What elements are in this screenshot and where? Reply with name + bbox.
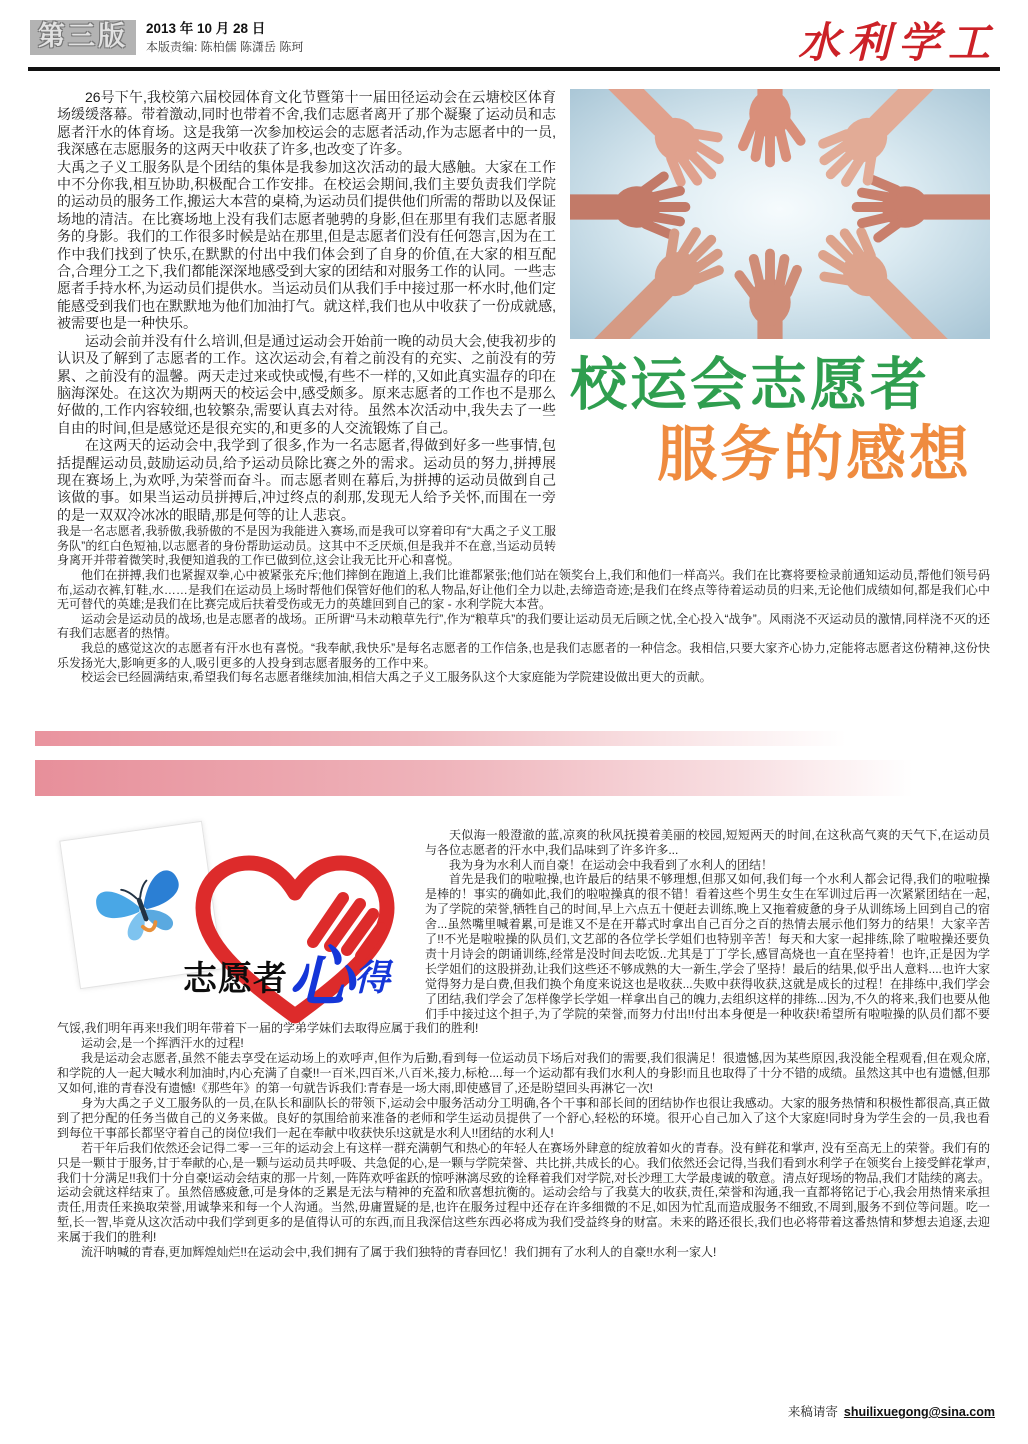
logo-text <box>183 924 390 1019</box>
headline-line-1: 校运会志愿者 <box>570 353 930 417</box>
issue-date: 2013 年 10 月 28 日 <box>146 21 266 36</box>
article-2 <box>57 828 990 1260</box>
article-paragraph: 他们在拼搏,我们也紧握双拳,心中被紧张充斥;他们摔倒在跑道上,我们比谁都紧张;他们站在领奖台上,我们和他们一样高兴。我们在比赛将要检录前通知运动员,帮他们领号码布,运动衣裤,钉鞋,水……是我们在运动员上场时帮他们保管好他们的私人物品,好让他们全力以赴,去缔造奇迹;是我们在终点等待着运动员的归来,无论他们成绩如何,都是我们心中无可替代的英雄;是我们在比赛完成后扶着受伤或无力的英雄回到自己的家 - 水利学院大本营。 <box>57 567 990 612</box>
article-paragraph: 首先是我们的啦啦操,也许最后的结果不够理想,但那又如何,我们每一个水利人都会记得,我们的啦啦操是棒的！事实的确如此,我们的啦啦操真的很不错！看着这些个男生女生在军训过后再一次紧紧团结在一起,为了学院的荣誉,牺牲自己的时间,早上六点五十便赶去训练,晚上又拖着疲惫的身子从训练场上回到自己的宿舍...虽然嘴里喊着累,可是谁又不是在开幕式时拿出自己百分之百的热情去展示他们努力的结果！大家辛苦了!!不光是啦啦操的队员们,文艺部的各位学长学姐们也特别辛苦！每天和大家一起排练,除了啦啦操还要负责十月诗会的朗诵训练,经常是没时间去吃饭..尤其是丁丁学长,感冒高烧也一直在坚持着！也许,正是因为学长学姐们的这股拼劲,让我们这些还不够成熟的大一新生,学会了坚持！最后的结果,似乎出人意料....也许大家觉得努力是白费,但我们换个角度来说这也是收获...失败中获得收获,这就是成长的过程！在排练中,我们学会了团结,我们学会了怎样像学长学姐一样拿出自己的魄力,去组织这样的排练...因为,不久的将来,我们也要从他们手中接过这个担子,为了学院的荣誉,而努力付出!!付出本身便是一种收获!希望所有啦啦操的队员们都不要气馁,我们明年再来!!我们明年带着下一届的学弟学妹们去取得应属于我们的胜利! <box>57 872 990 1036</box>
page-header <box>0 0 1028 67</box>
article-paragraph: 运动会,是一个挥洒汗水的过程! <box>81 1036 244 1051</box>
header-left <box>30 20 303 55</box>
submission-email-link[interactable]: shuilixuegong@sina.com <box>843 1405 995 1419</box>
header-meta <box>146 20 303 55</box>
logo-text-volunteer: 志愿者 <box>183 959 288 998</box>
logo-text-de: 得 <box>354 956 391 998</box>
masthead-title: 水利学工 <box>797 18 998 67</box>
article-paragraph: 我是一名志愿者,我骄傲,我骄傲的不是因为我能进入赛场,而是我可以穿着印有“大禹之子义工服务队”的红白色短袖,以志愿者的身份帮助运动员。这其中不乏厌烦,但是我并不在意,当运动员转身离开并带着微笑时,我便知道我的工作已做到位,这会让我无比开心和喜悦。 <box>57 524 556 568</box>
page-footer <box>788 1402 995 1420</box>
article-paragraph: 若干年后我们依然还会记得二零一三年的运动会上有这样一群充满朝气和热心的年轻人在赛场外肆意的绽放着如火的青春。没有鲜花和掌声, 没有至高无上的荣誉。我们有的只是一颗甘于服务,甘于奉献的心,是一颗与运动员共呼吸、共急促的心,是一颗与学院荣誉、共比拼,共成长的心。我们依然还会记得,当我们看到水利学子在领奖台上接受鲜花掌声,我们十分满足!!我们十分自豪!运动会结束的那一片刻,一阵阵欢呼雀跃的惊呼淋漓尽致的诠释着我们对学院,对长沙理工大学最虔诚的敬意。清点好现场的物品,我们才陆续的离去。运动会就这样结束了。虽然倍感疲惫,可是身体的乏累是无法与精神的充盈和欣喜想抗衡的。运动会给与了我莫大的收获,责任,荣誉和沟通,我一直都将铭记于心,我会用热情来承担责任,用责任来换取荣誉,用诚挚来和每一个人沟通。当然,毋庸置疑的是,也许在服务过程中还存在许多细微的不足,如因为忙乱而造成服务不细致,不周到,服务不到位等问题。吃一堑,长一智,毕竟从这次活动中我们学到更多的是值得认可的东西,而且我深信这些东西必将成为我们受益终身的财富。未来的路还很长,我们也必将带着这番热情和梦想去追逐,去迎来属于我们的胜利! <box>57 1140 990 1245</box>
article-paragraph: 我总的感觉这次的志愿者有汗水也有喜悦。“我奉献,我快乐”是每名志愿者的工作信条,也是我们志愿者的一种信念。我相信,只要大家齐心协力,定能将志愿者这份精神,这份快乐发扬光大,影响更多的人,吸引更多的人投身到志愿者服务的工作中来。 <box>57 640 990 670</box>
section-divider <box>0 731 1028 796</box>
article-paragraph: 我是运动会志愿者,虽然不能去享受在运动场上的欢呼声,但作为后勤,看到每一位运动员下场后对我们的需要,我们很满足！很遗憾,因为某些原因,我没能全程观看,但在观众席,和学院的人一起大喊水利加油时,内心充满了自豪!!一百米,四百米,八百米,接力,标枪....每一个运动都有我们水利人的身影!而且也取得了十分不错的成绩。虽然这其中也有遗憾,但那又如何,谁的青春没有遗憾!《那些年》的第一句就告诉我们:青春是一场大雨,即使感冒了,还是盼望回头再淋它一次! <box>57 1051 990 1096</box>
article-paragraph: 运动会是运动员的战场,也是志愿者的战场。正所谓“马未动粮草先行”,作为“粮草兵”的我们要让运动员无后顾之忧,全心投入“战争”。风雨浇不灭运动员的激情,同样浇不灭的还有我们志愿者的热情。 <box>57 611 990 641</box>
article-paragraph: 26号下午,我校第六届校园体育文化节暨第十一届田径运动会在云塘校区体育场缓缓落幕。带着激动,同时也带着不舍,我们志愿者离开了那个凝聚了运动员和志愿者汗水的体育场。这是我第一次参加校运会的志愿者活动,作为志愿者中的一员,我深感在志愿服务的这两天中收获了许多,也改变了许多。 <box>57 89 556 158</box>
page-number-label: 第三版 <box>30 20 136 55</box>
article-paragraph: 天似海一般澄澈的蓝,凉爽的秋风抚摸着美丽的校园,短短两天的时间,在这秋高气爽的天气下,在运动员与各位志愿者的汗水中,我们品味到了许多许多... <box>425 827 990 857</box>
article-paragraph: 大禹之子义工服务队是个团结的集体是我参加这次活动的最大感触。大家在工作中不分你我,相互协助,积极配合工作安排。在校运会期间,我们主要负责我们学院的运动员的服务工作,搬运大本营的桌椅,为运动员们提供他们所需的帮助以及保证场地的清洁。在比赛场地上没有我们志愿者驰骋的身影,但在那里有我们志愿者服务的身影。我们的工作很多时候是站在那里,但是志愿者们没有任何怨言,因为在工作中我们找到了快乐,在默默的付出中我们体会到了自身的价值,在大家的相互配合,合理分工之下,我们都能深深地感受到大家的团结和对服务工作的认同。一些志愿者手持水杯,为运动员们提供水。当运动员们从我们手中接过那一杯水时,他们定能感受到我们也在默默地为他们加油打气。就这样,我们也从中收获了一份成就感,被需要也是一种快乐。 <box>57 158 556 332</box>
hands-circle-photo <box>570 89 990 339</box>
header-rule <box>28 67 1000 71</box>
logo-text-heart: 心 <box>288 939 354 1014</box>
editors-line: 本版责编: 陈柏儒 陈潇岳 陈珂 <box>146 40 304 54</box>
article-paragraph: 运动会前并没有什么培训,但是通过运动会开始前一晚的动员大会,使我初步的认识及了解到了志愿者的工作。这次运动会,有着之前没有的充实、之前没有的劳累、之前没有的温馨。两天走过来或快或慢,有些不一样的,又如此真实温存的印在脑海深处。在这次为期两天的校运会中,感受颇多。原来志愿者的工作也不是那么好做的,工作内容较细,也较繁杂,需要认真去对待。虽然本次活动中,我失去了一些自由的时间,但是感觉还是很充实的,和更多的人交流锻炼了自己。 <box>57 332 556 436</box>
article-2-logo-block <box>57 828 415 1020</box>
submission-label: 来稿请寄 <box>787 1405 838 1419</box>
article-paragraph: 在这两天的运动会中,我学到了很多,作为一名志愿者,得做到好多一些事情,包括提醒运动员,鼓励运动员,给予运动员除比赛之外的需求。运动员的努力,拼搏展现在赛场上,为欢呼,为荣誉而奋斗。而志愿者则在幕后,为拼搏的运动员做到自己该做的事。如果当运动员拼搏后,冲过终点的刹那,发现无人给予关怀,而围在一旁的是一双双冷冰冰的眼睛,那是何等的让人悲哀。 <box>57 437 556 523</box>
volunteer-heart-logo <box>175 846 415 1031</box>
article-1 <box>57 89 990 685</box>
divider-bar-thin <box>35 731 880 746</box>
article-1-media-block <box>570 89 990 559</box>
article-paragraph: 我为身为水利人而自豪！在运动会中我看到了水利人的团结！ <box>449 857 774 872</box>
article-paragraph: 流汗呐喊的青春,更加辉煌灿烂!!在运动会中,我们拥有了属于我们独特的青春回忆！我们拥有了水利人的自豪!!水利一家人! <box>81 1245 717 1260</box>
article-paragraph: 身为大禹之子义工服务队的一员,在队长和副队长的带领下,运动会中服务活动分工明确,各个干事和部长间的团结协作也很让我感动。大家的服务热情和积极性都很高,真正做到了把分配的任务当做自己的义务来做。良好的氛围给前来准备的老师和学生运动员提供了一个舒心,轻松的环境。很开心自己加入了这个大家庭!同时身为学生会的一员,我也看到每位干事部长都坚守着自己的岗位!我们一起在奉献中收获快乐!这就是水利人!!团结的水利人! <box>57 1096 990 1140</box>
article-1-headline <box>570 355 990 487</box>
article-paragraph: 校运会已经圆满结束,希望我们每名志愿者继续加油,相信大禹之子义工服务队这个大家庭能为学院建设做出更大的贡献。 <box>81 670 712 685</box>
headline-line-2: 服务的感想 <box>657 420 972 488</box>
divider-bar-thick <box>35 760 940 796</box>
